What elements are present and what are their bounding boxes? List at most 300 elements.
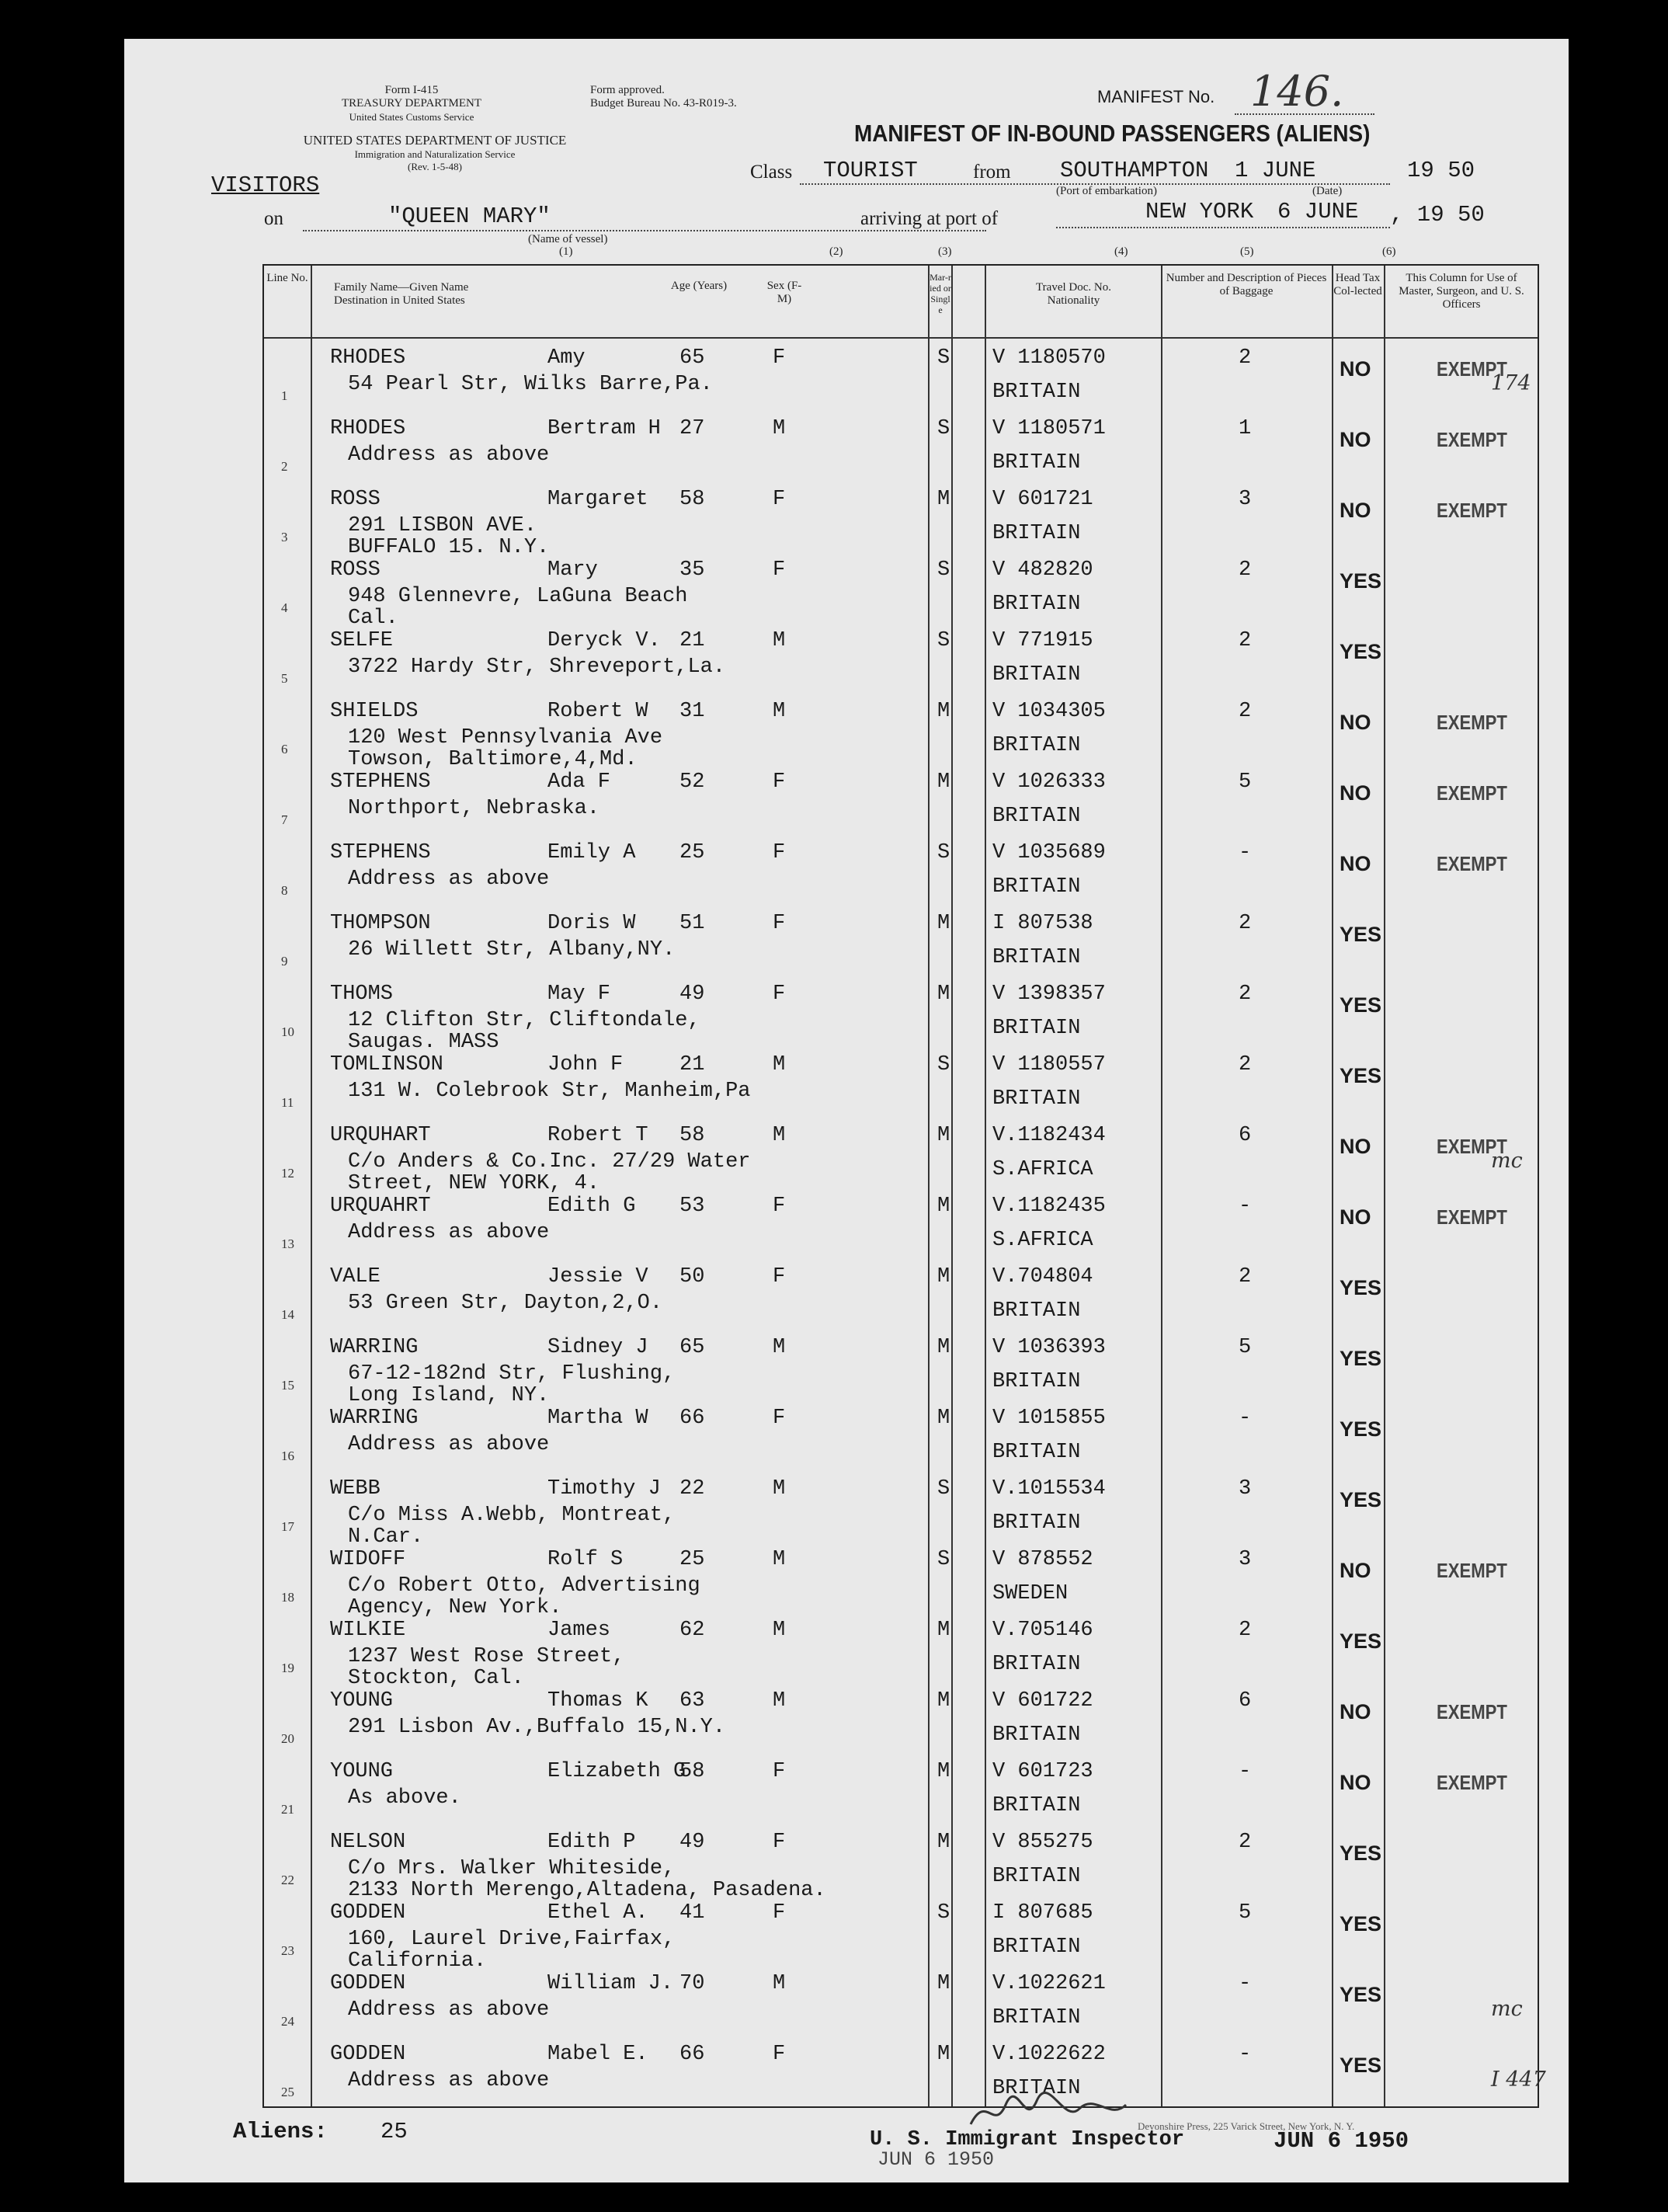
- head-tax: YES: [1340, 1488, 1382, 1511]
- family-name: TOMLINSON: [330, 1053, 443, 1076]
- marital-status: M: [937, 912, 950, 935]
- marital-status: M: [937, 1336, 950, 1359]
- nationality: BRITAIN: [992, 1511, 1081, 1535]
- address-line-1: 67-12-182nd Str, Flushing,: [348, 1362, 676, 1386]
- sex: M: [773, 1689, 786, 1713]
- travel-doc-number: V 1036393: [992, 1336, 1106, 1359]
- line-number: 8: [281, 883, 288, 898]
- travel-doc-number: I 807538: [992, 912, 1093, 935]
- sex: M: [773, 417, 786, 440]
- nationality: BRITAIN: [992, 1370, 1081, 1393]
- address-line-1: Address as above: [348, 2069, 550, 2092]
- address-line-1: C/o Mrs. Walker Whiteside,: [348, 1857, 676, 1880]
- nationality: BRITAIN: [992, 946, 1081, 969]
- line-number: 3: [281, 530, 288, 544]
- baggage-count: 2: [1239, 1265, 1252, 1289]
- marital-status: S: [937, 346, 950, 370]
- table-row: [264, 1754, 1538, 1825]
- nationality: BRITAIN: [992, 1723, 1081, 1747]
- nationality: BRITAIN: [992, 1087, 1081, 1111]
- given-name: Doris W: [547, 912, 636, 935]
- sex: M: [773, 700, 786, 723]
- age: 21: [679, 629, 705, 652]
- travel-doc-number: I 807685: [992, 1901, 1093, 1925]
- sex: M: [773, 1053, 786, 1076]
- line-number: 6: [281, 742, 288, 756]
- treasury-dept: TREASURY DEPARTMENT: [341, 97, 482, 110]
- nationality: BRITAIN: [992, 734, 1081, 757]
- marital-status: M: [937, 983, 950, 1006]
- address-line-1: 291 Lisbon Av.,Buffalo 15,N.Y.: [348, 1716, 726, 1739]
- age: 58: [679, 1124, 705, 1147]
- table-row: [264, 1047, 1538, 1118]
- travel-doc-number: V.705146: [992, 1619, 1093, 1642]
- age: 66: [679, 1407, 705, 1430]
- table-row: [264, 1188, 1538, 1260]
- line-number: 4: [281, 600, 288, 615]
- given-name: Mabel E.: [547, 2043, 648, 2066]
- line-number: 22: [281, 1873, 294, 1887]
- head-tax: YES: [1340, 1064, 1382, 1087]
- family-name: WARRING: [330, 1407, 419, 1430]
- table-row: [264, 976, 1538, 1054]
- table-row: [264, 694, 1538, 771]
- baggage-count: -: [1239, 841, 1252, 864]
- age: 62: [679, 1619, 705, 1642]
- header-head-tax: Head Tax Col-lected: [1333, 272, 1382, 297]
- age: 53: [679, 1195, 705, 1218]
- marital-status: S: [937, 558, 950, 582]
- travel-doc-number: V 1026333: [992, 770, 1106, 794]
- line-number: 17: [281, 1519, 294, 1534]
- arriving-label: arriving at port of: [860, 208, 999, 229]
- address-line-1: 26 Willett Str, Albany,NY.: [348, 938, 676, 962]
- family-name: RHODES: [330, 346, 406, 370]
- nationality: S.AFRICA: [992, 1158, 1093, 1181]
- address-line-1: 53 Green Str, Dayton,2,O.: [348, 1292, 663, 1315]
- address-line-1: 160, Laurel Drive,Fairfax,: [348, 1928, 676, 1951]
- header-sex: Sex (F-M): [766, 280, 802, 305]
- address-line-2: 2133 North Merengo,Altadena, Pasadena.: [348, 1879, 826, 1902]
- passenger-table: [262, 264, 1546, 2108]
- head-tax: NO: [1340, 1771, 1371, 1794]
- baggage-count: -: [1239, 1407, 1252, 1430]
- table-row: [264, 1966, 1538, 2037]
- head-tax: NO: [1340, 499, 1371, 522]
- age: 49: [679, 1831, 705, 1854]
- vessel-rule: [303, 230, 986, 231]
- baggage-count: 2: [1239, 346, 1252, 370]
- header-name: Family Name—Given Name Destination in United States: [334, 281, 469, 307]
- sex: M: [773, 1477, 786, 1501]
- travel-doc-number: V 601722: [992, 1689, 1093, 1713]
- age: 41: [679, 1901, 705, 1925]
- given-name: John F: [547, 1053, 624, 1076]
- baggage-count: 3: [1239, 1477, 1252, 1501]
- given-name: Ethel A.: [547, 1901, 648, 1925]
- officer-note: EXEMPT: [1437, 1135, 1507, 1158]
- line-number: 25: [281, 2085, 294, 2099]
- given-name: Bertram H: [547, 417, 661, 440]
- head-tax: YES: [1340, 1417, 1382, 1441]
- table-row: [264, 1471, 1538, 1549]
- address-line-1: Address as above: [348, 1998, 550, 2022]
- address-line-1: C/o Anders & Co.Inc. 27/29 Water: [348, 1150, 751, 1174]
- date-caption: (Date): [1312, 185, 1343, 197]
- baggage-count: 2: [1239, 629, 1252, 652]
- marital-status: M: [937, 1619, 950, 1642]
- table-row: [264, 1118, 1538, 1195]
- head-tax: NO: [1340, 1205, 1371, 1229]
- sex: F: [773, 841, 786, 864]
- nationality: S.AFRICA: [992, 1229, 1093, 1252]
- form-approved: Form approved.: [590, 84, 665, 96]
- head-tax: YES: [1340, 993, 1382, 1017]
- address-line-2: Stockton, Cal.: [348, 1667, 524, 1690]
- manifest-label: MANIFEST No.: [1097, 87, 1215, 106]
- baggage-count: 2: [1239, 1831, 1252, 1854]
- aliens-label: Aliens:: [233, 2119, 328, 2144]
- marital-status: M: [937, 1195, 950, 1218]
- printer-imprint: Devonshire Press, 225 Varick Street, New York, N. Y.: [1138, 2120, 1355, 2132]
- table-row: [264, 1259, 1538, 1330]
- marital-status: M: [937, 488, 950, 511]
- family-name: YOUNG: [330, 1689, 394, 1713]
- line-number: 16: [281, 1449, 294, 1463]
- officer-note: EXEMPT: [1437, 428, 1507, 451]
- ins-header: Immigration and Naturalization Service: [354, 148, 516, 160]
- travel-doc-number: V 601723: [992, 1760, 1093, 1783]
- nationality: BRITAIN: [992, 1441, 1081, 1464]
- family-name: NELSON: [330, 1831, 406, 1854]
- address-line-1: C/o Robert Otto, Advertising: [348, 1574, 700, 1598]
- table-row: [264, 1683, 1538, 1755]
- sex: F: [773, 1901, 786, 1925]
- officer-note: EXEMPT: [1437, 357, 1507, 381]
- nationality: BRITAIN: [992, 451, 1081, 475]
- age: 31: [679, 700, 705, 723]
- revision: (Rev. 1-5-48): [408, 161, 462, 172]
- table-row: [264, 1330, 1538, 1407]
- sex: F: [773, 1407, 786, 1430]
- travel-doc-number: V 771915: [992, 629, 1093, 652]
- marital-status: M: [937, 1760, 950, 1783]
- head-tax: YES: [1340, 1347, 1382, 1370]
- travel-doc-number: V 1180557: [992, 1053, 1106, 1076]
- head-tax: NO: [1340, 1559, 1371, 1582]
- given-name: Robert W: [547, 700, 648, 723]
- address-line-1: 12 Clifton Str, Cliftondale,: [348, 1009, 700, 1032]
- address-line-1: 120 West Pennsylvania Ave: [348, 726, 663, 750]
- baggage-count: -: [1239, 2043, 1252, 2066]
- address-line-2: Long Island, NY.: [348, 1384, 550, 1407]
- officer-annotation: mc: [1491, 1149, 1523, 1173]
- line-number: 2: [281, 459, 288, 474]
- family-name: WIDOFF: [330, 1548, 406, 1571]
- family-name: SHIELDS: [330, 700, 419, 723]
- line-number: 19: [281, 1661, 294, 1675]
- line-number: 13: [281, 1236, 294, 1251]
- header-age: Age (Years): [670, 280, 728, 292]
- address-line-1: 3722 Hardy Str, Shreveport,La.: [348, 656, 726, 679]
- baggage-count: -: [1239, 1195, 1252, 1218]
- family-name: WEBB: [330, 1477, 381, 1501]
- given-name: Thomas K: [547, 1689, 648, 1713]
- family-name: GODDEN: [330, 2043, 406, 2066]
- table-row: [264, 623, 1538, 694]
- sex: F: [773, 1760, 786, 1783]
- marital-status: S: [937, 1548, 950, 1571]
- family-name: THOMS: [330, 983, 394, 1006]
- line-number: 14: [281, 1307, 294, 1322]
- baggage-count: -: [1239, 1760, 1252, 1783]
- inspector-signature: [963, 2089, 1134, 2136]
- baggage-count: 5: [1239, 770, 1252, 794]
- table-row: [264, 2036, 1546, 2108]
- marital-status: S: [937, 841, 950, 864]
- officer-note: EXEMPT: [1437, 1205, 1507, 1229]
- address-line-1: As above.: [348, 1786, 461, 1810]
- head-tax: NO: [1340, 711, 1371, 734]
- officer-note: EXEMPT: [1437, 852, 1507, 875]
- family-name: VALE: [330, 1265, 381, 1289]
- travel-doc-number: V.1182435: [992, 1195, 1106, 1218]
- marital-status: M: [937, 1831, 950, 1854]
- nationality: BRITAIN: [992, 875, 1081, 899]
- given-name: Emily A: [547, 841, 636, 864]
- age: 49: [679, 983, 705, 1006]
- manifest-number: 146.: [1250, 67, 1344, 116]
- given-name: James: [547, 1619, 611, 1642]
- aliens-count: 25: [381, 2119, 408, 2144]
- nationality: BRITAIN: [992, 1865, 1081, 1888]
- age: 51: [679, 912, 705, 935]
- baggage-count: -: [1239, 1972, 1252, 1995]
- nationality: BRITAIN: [992, 381, 1081, 404]
- travel-doc-number: V.1022622: [992, 2043, 1106, 2066]
- budget-bureau: Budget Bureau No. 43-R019-3.: [590, 97, 737, 110]
- nationality: SWEDEN: [992, 1582, 1069, 1605]
- baggage-count: 6: [1239, 1689, 1252, 1713]
- age: 63: [679, 1689, 705, 1713]
- given-name: Amy: [547, 346, 586, 370]
- manifest-page: [124, 39, 1569, 2182]
- arrival-port: NEW YORK: [1145, 199, 1254, 224]
- travel-doc-number: V 1180571: [992, 417, 1106, 440]
- sex: F: [773, 1265, 786, 1289]
- head-tax: YES: [1340, 923, 1382, 946]
- travel-doc-number: V 601721: [992, 488, 1093, 511]
- address-line-1: 1237 West Rose Street,: [348, 1645, 625, 1668]
- age: 65: [679, 346, 705, 370]
- manifest-title: MANIFEST OF IN-BOUND PASSENGERS (ALIENS): [854, 120, 1371, 147]
- address-line-2: Saugas. MASS: [348, 1031, 499, 1054]
- given-name: Ada F: [547, 770, 611, 794]
- sex: M: [773, 1336, 786, 1359]
- officer-note: EXEMPT: [1437, 1771, 1507, 1794]
- marital-status: M: [937, 700, 950, 723]
- address-line-2: Towson, Baltimore,4,Md.: [348, 748, 638, 771]
- sex: F: [773, 983, 786, 1006]
- family-name: THOMPSON: [330, 912, 431, 935]
- baggage-count: 2: [1239, 1619, 1252, 1642]
- embarkation-year: 19 50: [1407, 158, 1475, 183]
- sex: F: [773, 488, 786, 511]
- sex: M: [773, 1548, 786, 1571]
- line-number: 7: [281, 812, 288, 827]
- header-baggage: Number and Description of Pieces of Baggage: [1166, 272, 1327, 297]
- head-tax: YES: [1340, 640, 1382, 663]
- family-name: GODDEN: [330, 1972, 406, 1995]
- marital-status: M: [937, 2043, 950, 2066]
- head-tax: NO: [1340, 1135, 1371, 1158]
- nationality: BRITAIN: [992, 1936, 1081, 1959]
- age: 58: [679, 1760, 705, 1783]
- address-line-1: 131 W. Colebrook Str, Manheim,Pa: [348, 1080, 751, 1103]
- header-travel-doc: Travel Doc. No. Nationality: [1036, 281, 1111, 307]
- line-number: 21: [281, 1802, 294, 1817]
- line-number: 10: [281, 1024, 294, 1039]
- doj-header: UNITED STATES DEPARTMENT OF JUSTICE: [303, 133, 567, 148]
- line-number: 18: [281, 1590, 294, 1605]
- visitors-label: VISITORS: [211, 172, 320, 198]
- officer-annotation: I 447: [1491, 2068, 1546, 2092]
- baggage-count: 2: [1239, 1053, 1252, 1076]
- family-name: ROSS: [330, 558, 381, 582]
- from-label: from: [973, 162, 1011, 183]
- col-num-2: (2): [829, 245, 843, 258]
- family-name: GODDEN: [330, 1901, 406, 1925]
- officer-annotation: 174: [1491, 371, 1531, 395]
- port-caption: (Port of embarkation): [1056, 185, 1157, 197]
- table-row: [264, 411, 1538, 482]
- address-line-1: 948 Glennevre, LaGuna Beach: [348, 585, 688, 608]
- marital-status: S: [937, 1901, 950, 1925]
- head-tax: YES: [1340, 1276, 1382, 1299]
- baggage-count: 2: [1239, 983, 1252, 1006]
- nationality: BRITAIN: [992, 1017, 1081, 1040]
- officer-annotation: mc: [1491, 1997, 1523, 2021]
- age: 52: [679, 770, 705, 794]
- col-num-6: (6): [1382, 245, 1396, 258]
- line-number: 5: [281, 671, 288, 686]
- travel-doc-number: V 1035689: [992, 841, 1106, 864]
- travel-doc-number: V 482820: [992, 558, 1093, 582]
- age: 65: [679, 1336, 705, 1359]
- line-number: 20: [281, 1731, 294, 1746]
- arrival-date: 6 JUNE: [1277, 199, 1359, 224]
- table-row: [264, 552, 1538, 630]
- baggage-count: 5: [1239, 1901, 1252, 1925]
- travel-doc-number: V 1015855: [992, 1407, 1106, 1430]
- address-line-2: Street, NEW YORK, 4.: [348, 1172, 600, 1195]
- table-row: [264, 340, 1538, 412]
- sex: F: [773, 346, 786, 370]
- given-name: Mary: [547, 558, 598, 582]
- given-name: Elizabeth G: [547, 1760, 686, 1783]
- sex: M: [773, 1619, 786, 1642]
- travel-doc-number: V.1022621: [992, 1972, 1106, 1995]
- col-num-3: (3): [938, 245, 952, 258]
- table-row: [264, 1400, 1538, 1472]
- given-name: Jessie V: [547, 1265, 648, 1289]
- travel-doc-number: V 1180570: [992, 346, 1106, 370]
- sex: F: [773, 912, 786, 935]
- age: 22: [679, 1477, 705, 1501]
- officer-note: EXEMPT: [1437, 711, 1507, 734]
- embarkation-date: 1 JUNE: [1235, 158, 1316, 183]
- line-number: 23: [281, 1943, 294, 1958]
- travel-doc-number: V.1182434: [992, 1124, 1106, 1147]
- family-name: WILKIE: [330, 1619, 406, 1642]
- vessel-caption: (Name of vessel): [528, 233, 608, 245]
- line-number: 12: [281, 1166, 294, 1181]
- vessel-name: "QUEEN MARY": [388, 203, 551, 229]
- family-name: URQUHART: [330, 1124, 431, 1147]
- address-line-2: N.Car.: [348, 1525, 424, 1549]
- head-tax: YES: [1340, 1842, 1382, 1865]
- family-name: YOUNG: [330, 1760, 394, 1783]
- baggage-count: 6: [1239, 1124, 1252, 1147]
- table-row: [264, 1824, 1538, 1902]
- address-line-1: Address as above: [348, 868, 550, 891]
- age: 25: [679, 1548, 705, 1571]
- marital-status: S: [937, 1053, 950, 1076]
- sex: M: [773, 1972, 786, 1995]
- travel-doc-number: V 1034305: [992, 700, 1106, 723]
- inspector-label: U. S. Immigrant Inspector: [870, 2128, 1185, 2151]
- travel-doc-number: V.704804: [992, 1265, 1093, 1289]
- given-name: Robert T: [547, 1124, 648, 1147]
- baggage-count: 1: [1239, 417, 1252, 440]
- line-number: 11: [281, 1095, 294, 1110]
- header-officers: This Column for Use of Master, Surgeon, and U. S. Officers: [1399, 272, 1524, 311]
- nationality: BRITAIN: [992, 1299, 1081, 1323]
- sex: F: [773, 558, 786, 582]
- marital-status: S: [937, 1477, 950, 1501]
- nationality: BRITAIN: [992, 805, 1081, 828]
- manifest-no-rule: [1235, 113, 1374, 115]
- table-row: [264, 482, 1538, 559]
- head-tax: YES: [1340, 2054, 1382, 2077]
- given-name: Martha W: [547, 1407, 648, 1430]
- customs-service: United States Customs Service: [349, 111, 474, 123]
- family-name: RHODES: [330, 417, 406, 440]
- sex: M: [773, 1124, 786, 1147]
- head-tax: NO: [1340, 357, 1371, 381]
- form-number: Form I-415: [384, 84, 439, 96]
- officer-note: EXEMPT: [1437, 781, 1507, 805]
- given-name: Edith G: [547, 1195, 636, 1218]
- given-name: Timothy J: [547, 1477, 661, 1501]
- col-num-4: (4): [1114, 245, 1128, 258]
- marital-status: M: [937, 770, 950, 794]
- travel-doc-number: V 855275: [992, 1831, 1093, 1854]
- line-number: 1: [281, 388, 288, 403]
- col-num-1: (1): [559, 245, 573, 258]
- age: 35: [679, 558, 705, 582]
- arrival-year: , 19 50: [1390, 202, 1485, 228]
- family-name: WARRING: [330, 1336, 419, 1359]
- marital-status: M: [937, 1407, 950, 1430]
- sex: M: [773, 629, 786, 652]
- head-tax: YES: [1340, 1912, 1382, 1936]
- age: 70: [679, 1972, 705, 1995]
- family-name: STEPHENS: [330, 770, 431, 794]
- table-row: [264, 1542, 1538, 1619]
- marital-status: S: [937, 629, 950, 652]
- table-row: [264, 764, 1538, 836]
